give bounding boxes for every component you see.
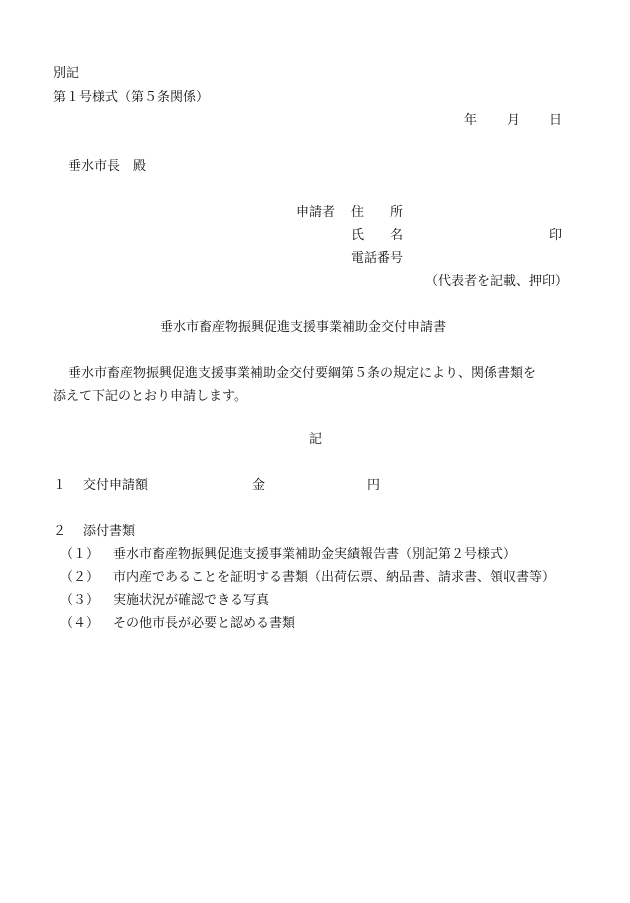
phone-label: 電話番号 [351,251,404,266]
item1-number: １ [53,478,67,493]
item2-label: 添付書類 [83,524,136,539]
applicant-label: 申請者 [296,205,336,220]
addressee: 垂水市長 殿 [68,159,147,174]
doc-item-text: 垂水市畜産物振興促進支援事業補助金実績報告書（別記第２号様式） [113,547,517,562]
doc-item-text: 市内産であることを証明する書類（出荷伝票、納品書、請求書、領収書等） [113,570,556,585]
ki-heading: 記 [309,432,323,447]
date-day: 日 [549,113,563,128]
address-label: 住 所 [351,205,404,220]
document-title: 垂水市畜産物振興促進支援事業補助金交付申請書 [160,320,447,335]
doc-item-number: （４） [60,616,100,631]
appendix-label: 別記 [53,66,80,81]
item1-label: 交付申請額 [83,478,149,493]
form-number: 第１号様式（第５条関係） [53,90,210,105]
amount-kin: 金 [252,478,266,493]
amount-yen: 円 [367,478,381,493]
doc-item-number: （３） [60,593,100,608]
body-line-1: 垂水市畜産物振興促進支援事業補助金交付要綱第５条の規定により、関係書類を [68,366,537,381]
seal-mark: 印 [549,228,563,243]
doc-item-number: （２） [60,570,100,585]
date-month: 月 [507,113,521,128]
date-year: 年 [464,113,478,128]
doc-item-text: 実施状況が確認できる写真 [113,593,270,608]
doc-item-text: その他市長が必要と認める書類 [113,616,296,631]
name-label: 氏 名 [351,228,404,243]
applicant-note: （代表者を記載、押印） [425,274,569,289]
doc-item-number: （１） [60,547,100,562]
item2-number: ２ [53,524,67,539]
body-line-2: 添えて下記のとおり申請します。 [53,389,247,404]
